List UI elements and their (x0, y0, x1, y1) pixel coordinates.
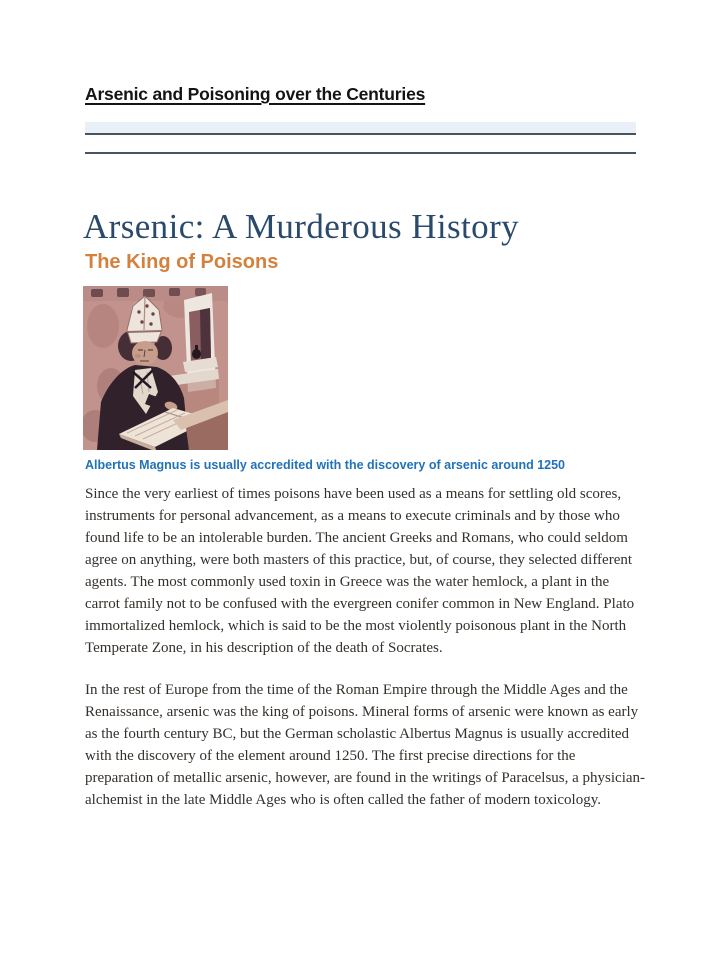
divider-line (85, 152, 636, 154)
article-subtitle: The King of Poisons (85, 251, 279, 273)
image-caption: Albertus Magnus is usually accredited with the discovery of arsenic around 1250 (85, 458, 566, 472)
paragraph-2: In the rest of Europe from the time of the Roman Empire through the Middle Ages and the Renaissance, arsenic was the king of poisons. Mineral forms of arsenic were known as early as the fourth century BC, but the German scholastic Albertus Magnus is usually accredited with the discovery of the element around 1250. The first precise directions for the preparation of metallic arsenic, however, are found in the writings of Paracelsus, a physician-alchemist in the late Middle Ages who is often called the father of modern toxicology. (85, 682, 646, 808)
albertus-magnus-illustration (83, 286, 228, 450)
divider-band (85, 122, 636, 135)
document-title: Arsenic and Poisoning over the Centuries (85, 84, 426, 104)
paragraph-1: Since the very earliest of times poisons have been used as a means for settling old scores, instruments for personal advancement, as a means to execute criminals and by those who found life to be an intolerable burden. The ancient Greeks and Romans, who could seldom agree on anything, were both masters of this practice, but, of course, they selected different agents. The most commonly used toxin in Greece was the water hemlock, a plant in the carrot family not to be confused with the evergreen conifer common in New England. Plato immortalized hemlock, which is said to be the most violently poisonous plant in the North Temperate Zone, in his description of the death of Socrates. (85, 486, 635, 656)
article-title: Arsenic: A Murderous History (83, 207, 520, 246)
article-figure (83, 286, 228, 450)
